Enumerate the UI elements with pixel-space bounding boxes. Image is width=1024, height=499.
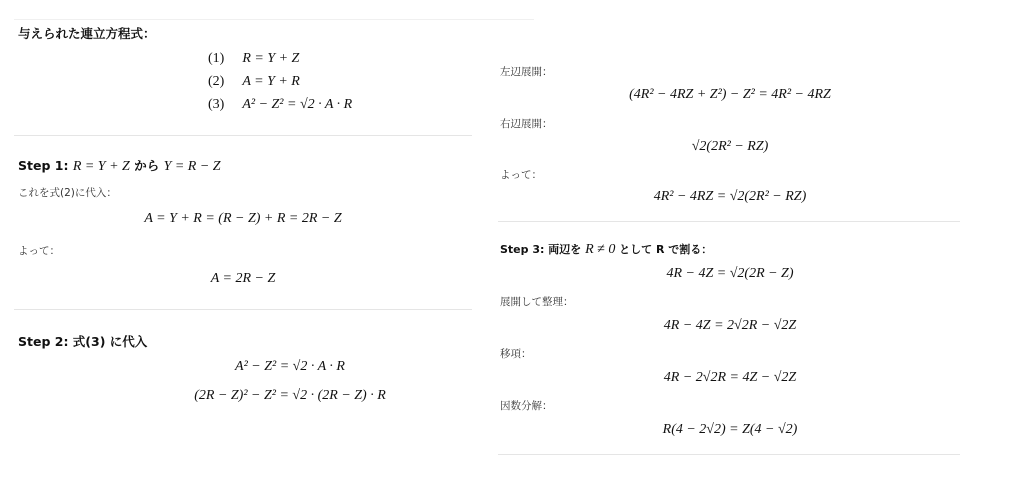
equation: A² − Z² = √2 · A · R — [242, 97, 353, 112]
equation: √2(2R² − RZ) — [691, 139, 769, 154]
step3-math: R ≠ 0 — [585, 242, 616, 257]
step3-prefix: Step 3: 両辺を — [500, 243, 582, 256]
equation: 4R − 4Z = √2(2R − Z) — [666, 266, 794, 281]
divider — [498, 454, 960, 455]
equation: A² − Z² = √2 · A · R — [235, 359, 345, 374]
step2-heading: Step 2: 式(3) に代入 — [18, 334, 148, 349]
step1-math2: Y = R − Z — [163, 159, 221, 174]
equation: (4R² − 4RZ + Z²) − Z² = 4R² − 4RZ — [629, 87, 831, 102]
equation: A = 2R − Z — [210, 271, 276, 286]
divider — [14, 135, 472, 136]
substitute-label: これを式(2)に代入： — [18, 187, 117, 199]
divider — [498, 221, 960, 222]
lhs-expand-label: 左辺展開： — [500, 66, 553, 78]
equation: R(4 − 2√2) = Z(4 − √2) — [662, 422, 798, 437]
step1-heading — [18, 156, 221, 175]
equation-number: (2) — [208, 74, 225, 89]
step1-math1: R = Y + Z — [72, 159, 130, 174]
equation: 4R − 4Z = 2√2R − √2Z — [663, 318, 797, 333]
equation-number: (3) — [208, 97, 225, 112]
equation-row — [208, 71, 352, 94]
step3-heading — [500, 241, 712, 258]
equation-row — [208, 48, 352, 71]
step1-mid: から — [134, 158, 160, 173]
factorization-label: 因数分解： — [500, 400, 553, 412]
equation: A = Y + R — [242, 74, 300, 89]
transpose-label: 移項： — [500, 348, 532, 360]
given-equations-title: 与えられた連立方程式： — [18, 26, 156, 41]
rhs-expand-label: 右辺展開： — [500, 118, 553, 130]
equation-number: (1) — [208, 51, 225, 66]
equation: A = Y + R = (R − Z) + R = 2R − Z — [144, 211, 342, 226]
expand-organize-label: 展開して整理： — [500, 296, 574, 308]
therefore-label: よって： — [18, 245, 60, 257]
step1-prefix: Step 1: — [18, 158, 69, 173]
therefore-label: よって： — [500, 169, 542, 181]
equation: R = Y + Z — [242, 51, 300, 66]
divider — [14, 309, 472, 310]
step3-suffix: として R で割る： — [619, 243, 713, 256]
equation-row — [208, 94, 352, 117]
equation: 4R² − 4RZ = √2(2R² − RZ) — [653, 189, 807, 204]
equation: (2R − Z)² − Z² = √2 · (2R − Z) · R — [194, 388, 386, 403]
equation: 4R − 2√2R = 4Z − √2Z — [663, 370, 797, 385]
top-divider — [14, 19, 534, 20]
equation-system — [208, 48, 352, 117]
